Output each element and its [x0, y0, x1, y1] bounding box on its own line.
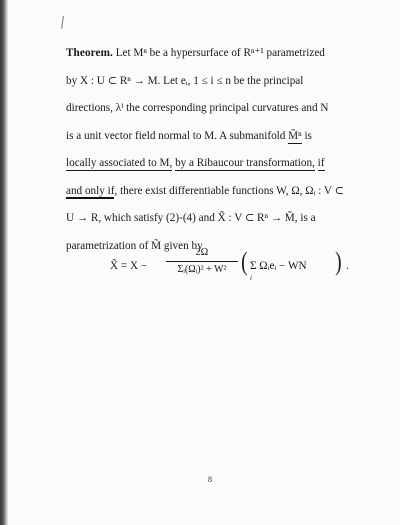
scan-mark	[61, 16, 67, 29]
binding-edge	[0, 0, 8, 525]
line-3-text: directions, λⁱ the corresponding principal curvatures and N	[66, 102, 329, 114]
theorem-text	[66, 40, 378, 260]
text-line-1	[66, 40, 378, 68]
line-1-text: Let Mⁿ be a hypersurface of Rⁿ⁺¹ parametrized	[115, 47, 325, 59]
line-6-text: , there exist differentiable functions W, Ω, Ωᵢ : V ⊂	[114, 184, 344, 197]
fraction-bar	[166, 261, 238, 262]
formula-fraction	[166, 246, 238, 276]
right-paren: )	[335, 247, 342, 276]
line-4-text: is a unit vector field normal to M. A submanifold	[66, 129, 289, 142]
text-line-2	[66, 68, 378, 96]
left-paren: (	[241, 247, 248, 276]
line-2-text: by X : U ⊂ Rⁿ → M. Let eᵢ, 1 ≤ i ≤ n be the principal	[66, 74, 304, 87]
fraction-numerator: 2Ω	[195, 247, 209, 258]
underlined-ribaucour: by a Ribaucour transformation,	[175, 157, 315, 169]
text-line-6	[66, 178, 378, 206]
theorem-label: Theorem.	[66, 47, 113, 59]
sum-expression: Σ Ωᵢeᵢ − WN	[250, 260, 307, 272]
formula-lhs: X̃ = X −	[110, 260, 148, 272]
text-line-5	[66, 150, 378, 178]
underlined-if: if	[317, 157, 325, 169]
formula-end: .	[346, 260, 349, 272]
line-7-text: U → R, which satisfy (2)-(4) and X̃ : V ⊂ Rⁿ → M̃, is a	[66, 212, 316, 224]
text-line-4	[66, 123, 378, 151]
sum-index: i	[250, 274, 252, 282]
underlined-submanifold: M̃ⁿ	[288, 129, 302, 142]
underlined-and-only-if: and only if	[66, 184, 115, 197]
line-4-end: is	[301, 129, 312, 142]
page-number: 8	[208, 475, 212, 484]
text-line-3	[66, 95, 378, 123]
line-8-text: parametrization of M̃ given by	[66, 239, 203, 252]
fraction-denominator: Σᵢ(Ωᵢ)² + W²	[177, 264, 227, 275]
underlined-locally-associated: locally associated to M,	[66, 157, 173, 169]
text-line-7	[66, 205, 378, 233]
parametrization-formula	[110, 246, 370, 286]
